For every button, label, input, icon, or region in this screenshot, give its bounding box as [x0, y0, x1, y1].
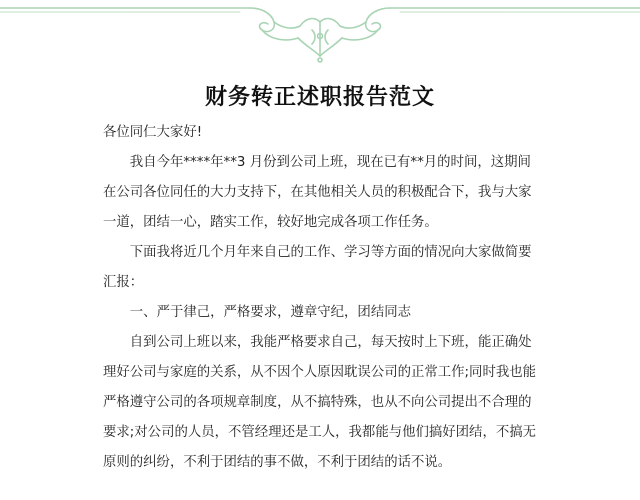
section-heading: 一、严于律己，严格要求，遵章守纪，团结同志	[129, 305, 411, 320]
paragraph: 自到公司上班以来，我能严格要求自己，每天按时上下班，能正确处理好公司与家庭的关系，从不因个人原因耽误公司的正常工作;同时我也能严格遵守公司的各项规章制度，从不搞特殊，也从不向公司提出不合理的要求;对公司的人员，不管经理还是工人，我都能与他们搞好团结，不搞无原则的纠纷，不利于团结的事不做，不利于团结的话不说。	[103, 335, 537, 470]
page-title: 财务转正述职报告范文	[204, 85, 435, 110]
paragraph: 我自今年****年**3 月份到公司上班，现在已有**月的时间，这期间在公司各位同任的大力支持下，在其他相关人员的积极配合下，我与大家一道，团结一心，踏实工作，较好地完成各项工作任务。	[103, 155, 532, 230]
decorative-border-ornament	[0, 0, 640, 70]
paragraph: 下面我将近几个月年来自己的工作、学习等方面的情况向大家做简要汇报：	[103, 245, 532, 290]
report-body	[103, 118, 543, 478]
greeting-line: 各位同仁大家好!	[103, 125, 203, 140]
